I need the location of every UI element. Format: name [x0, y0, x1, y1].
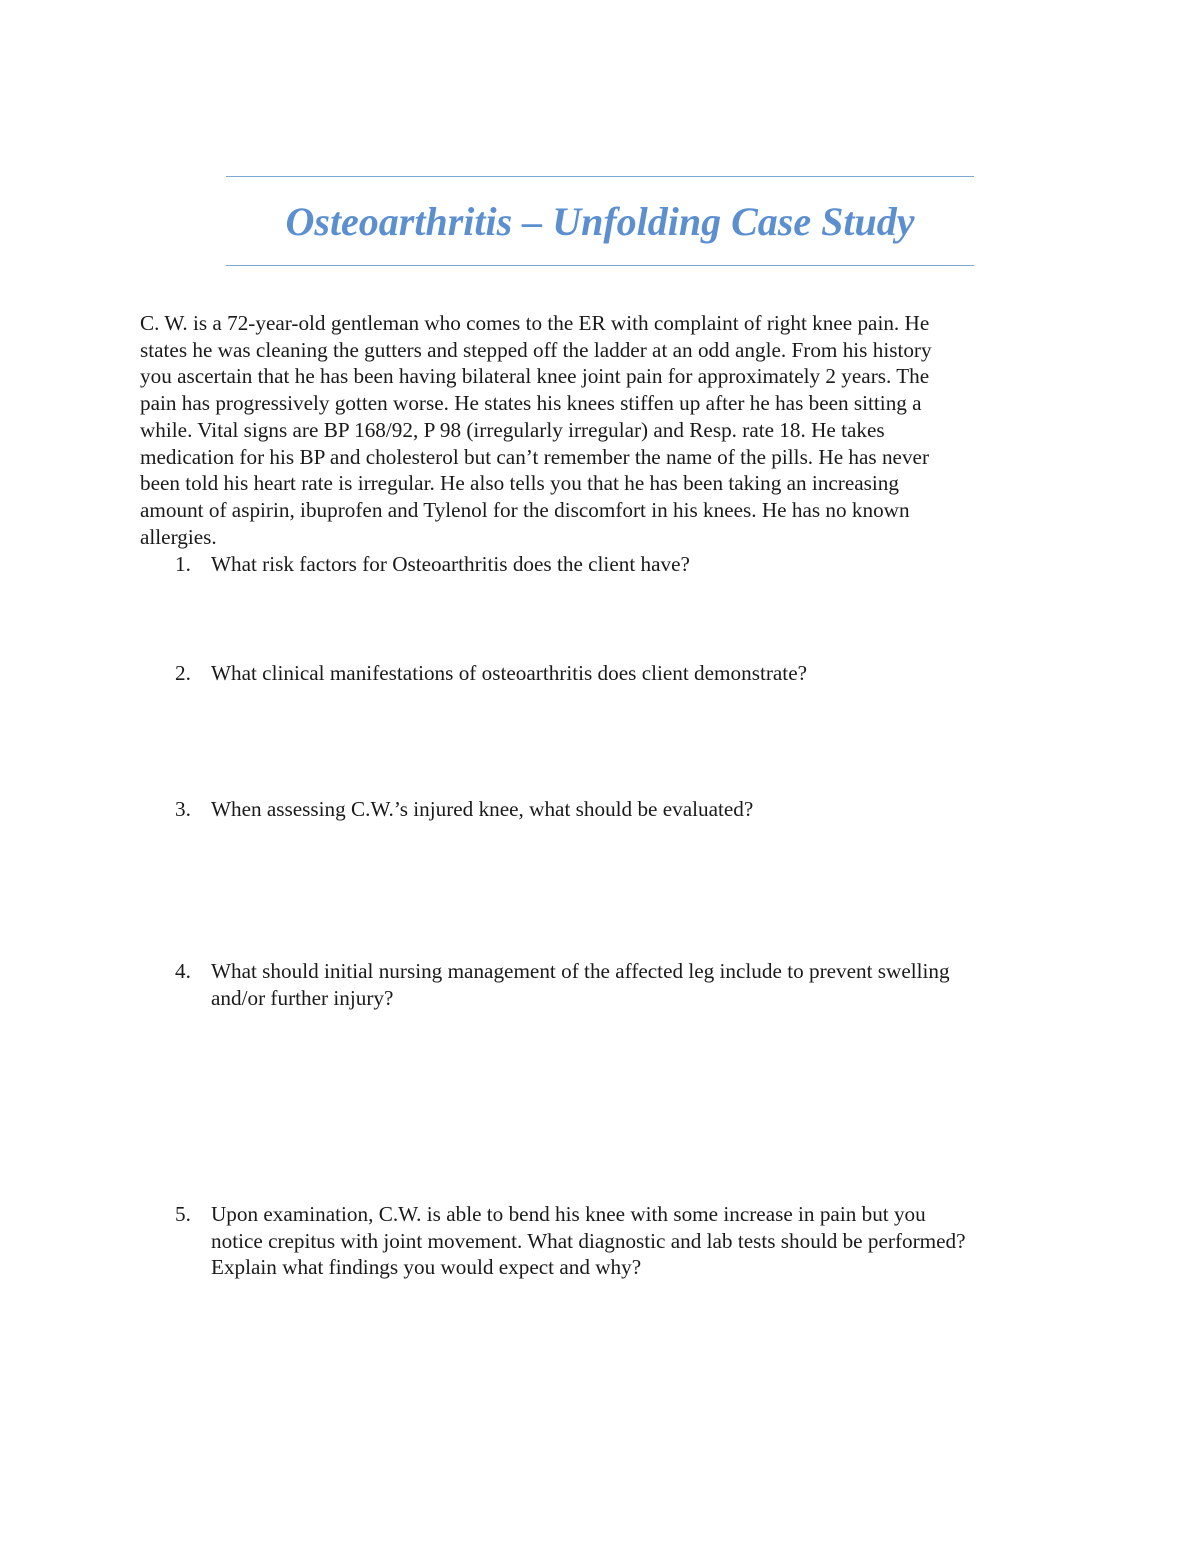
question-text: [211, 796, 1071, 823]
question-line: and/or further injury?: [211, 985, 394, 1010]
question-number: 2.: [175, 661, 191, 685]
case-description: [140, 310, 1040, 550]
document-title: Osteoarthritis – Unfolding Case Study: [285, 199, 915, 244]
case-description-line: been told his heart rate is irregular. He also tells you that he has been taking an increasing: [140, 471, 899, 496]
question-line: What risk factors for Osteoarthritis does the client have?: [211, 552, 690, 576]
question-number: 4.: [175, 959, 191, 983]
case-description-line: while. Vital signs are BP 168/92, P 98 (irregularly irregular) and Resp. rate 18. He takes: [140, 417, 885, 442]
question-line: notice crepitus with joint movement. What diagnostic and lab tests should be performed?: [211, 1228, 966, 1253]
question-number: 1.: [175, 552, 191, 576]
question-line: What should initial nursing management of the affected leg include to prevent swelling: [211, 959, 950, 983]
question-number: 3.: [175, 797, 191, 821]
case-description-line: allergies.: [140, 524, 217, 549]
case-description-line: you ascertain that he has been having bilateral knee joint pain for approximately 2 years. The: [140, 364, 930, 389]
case-description-line: medication for his BP and cholesterol but can’t remember the name of the pills. He has never: [140, 444, 929, 469]
case-description-line: amount of aspirin, ibuprofen and Tylenol for the discomfort in his knees. He has no known: [140, 497, 910, 522]
question-line: Explain what findings you would expect and why?: [211, 1255, 642, 1280]
question-line: Upon examination, C.W. is able to bend his knee with some increase in pain but you: [211, 1202, 926, 1226]
title-top-rule: [226, 176, 974, 177]
question-line: What clinical manifestations of osteoarthritis does client demonstrate?: [211, 661, 808, 685]
question-text: [211, 1201, 1071, 1281]
case-description-line: C. W. is a 72-year-old gentleman who comes to the ER with complaint of right knee pain. He: [140, 311, 930, 335]
case-description-line: pain has progressively gotten worse. He states his knees stiffen up after he has been sitting a: [140, 391, 922, 416]
question-text: [211, 958, 1071, 1011]
case-description-line: states he was cleaning the gutters and stepped off the ladder at an odd angle. From his history: [140, 337, 932, 362]
question-number: 5.: [175, 1202, 191, 1226]
question-line: When assessing C.W.’s injured knee, what should be evaluated?: [211, 797, 754, 821]
question-text: [211, 660, 1071, 687]
question-text: [211, 551, 1071, 578]
title-bottom-rule: [226, 265, 974, 266]
